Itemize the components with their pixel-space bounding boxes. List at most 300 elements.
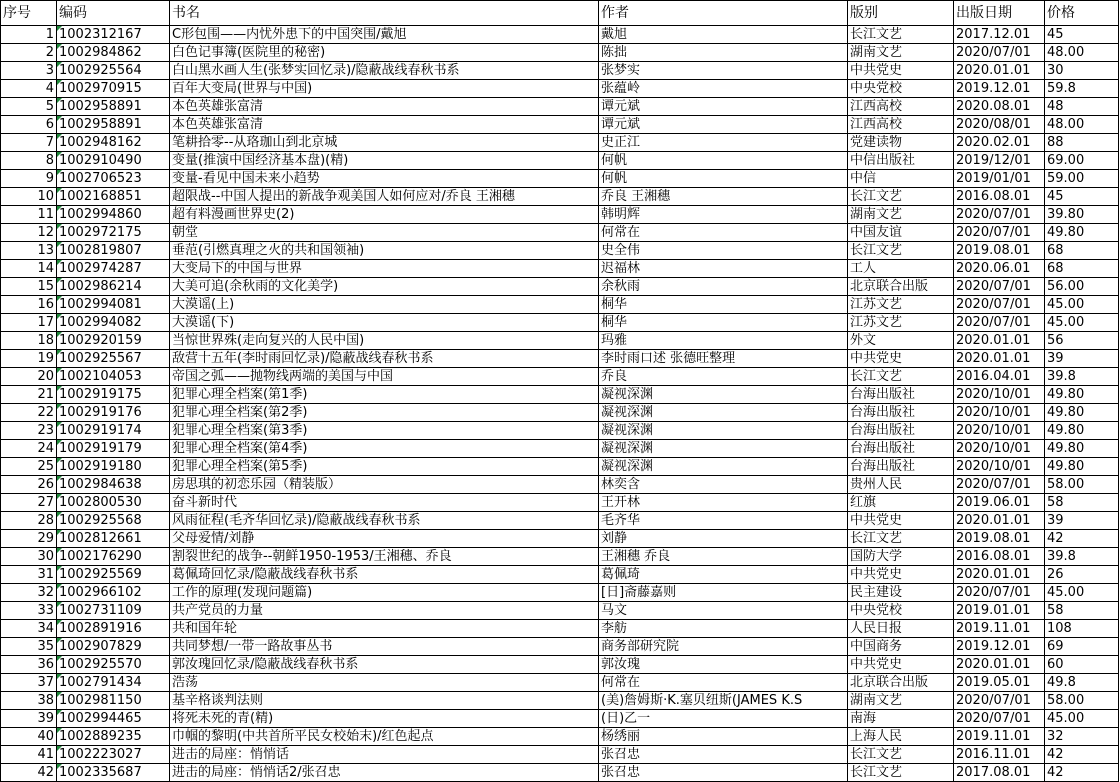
cell-index[interactable]: 20 (1, 368, 57, 386)
cell-code[interactable]: 1002925568 (57, 512, 170, 530)
cell-code[interactable]: 1002925570 (57, 656, 170, 674)
cell-title[interactable]: 超限战--中国人提出的新战争观美国人如何应对/乔良 王湘穗 (170, 188, 599, 206)
header-cell-publisher[interactable]: 版别 (848, 1, 954, 26)
cell-price[interactable]: 42 (1045, 764, 1119, 782)
cell-title[interactable]: 房思琪的初恋乐园（精装版） (170, 476, 599, 494)
cell-author[interactable]: 凝视深渊 (599, 422, 848, 440)
cell-index[interactable]: 29 (1, 530, 57, 548)
cell-code[interactable]: 1002925567 (57, 350, 170, 368)
cell-title[interactable]: 风雨征程(毛齐华回忆录)/隐蔽战线春秋书系 (170, 512, 599, 530)
cell-code[interactable]: 1002223027 (57, 746, 170, 764)
cell-author[interactable]: 戴旭 (599, 26, 848, 44)
cell-code[interactable]: 1002948162 (57, 134, 170, 152)
cell-index[interactable]: 38 (1, 692, 57, 710)
cell-price[interactable]: 60 (1045, 656, 1119, 674)
cell-index[interactable]: 36 (1, 656, 57, 674)
cell-author[interactable]: 何常在 (599, 674, 848, 692)
cell-code[interactable]: 1002966102 (57, 584, 170, 602)
cell-pub-date[interactable]: 2020.01.01 (954, 332, 1045, 350)
cell-code[interactable]: 1002907829 (57, 638, 170, 656)
cell-title[interactable]: 巾帼的黎明(中共首所平民女校始末)/红色起点 (170, 728, 599, 746)
cell-index[interactable]: 40 (1, 728, 57, 746)
cell-index[interactable]: 19 (1, 350, 57, 368)
cell-price[interactable]: 58 (1045, 602, 1119, 620)
cell-author[interactable]: (美)詹姆斯·K.塞贝纽斯(JAMES K.S (599, 692, 848, 710)
cell-index[interactable]: 10 (1, 188, 57, 206)
cell-code[interactable]: 1002919176 (57, 404, 170, 422)
cell-publisher[interactable]: 长江文艺 (848, 530, 954, 548)
header-cell-author[interactable]: 作者 (599, 1, 848, 26)
cell-publisher[interactable]: 贵州人民 (848, 476, 954, 494)
cell-price[interactable]: 26 (1045, 566, 1119, 584)
cell-pub-date[interactable]: 2019.11.01 (954, 728, 1045, 746)
cell-price[interactable]: 49.80 (1045, 440, 1119, 458)
header-cell-index[interactable]: 序号 (1, 1, 57, 26)
cell-pub-date[interactable]: 2020/07/01 (954, 584, 1045, 602)
cell-author[interactable]: 凝视深渊 (599, 458, 848, 476)
cell-code[interactable]: 1002791434 (57, 674, 170, 692)
cell-index[interactable]: 8 (1, 152, 57, 170)
cell-price[interactable]: 49.80 (1045, 404, 1119, 422)
cell-title[interactable]: 基辛格谈判法则 (170, 692, 599, 710)
cell-pub-date[interactable]: 2020.01.01 (954, 350, 1045, 368)
cell-publisher[interactable]: 长江文艺 (848, 764, 954, 782)
cell-title[interactable]: 大美可追(余秋雨的文化美学) (170, 278, 599, 296)
cell-author[interactable]: 毛齐华 (599, 512, 848, 530)
cell-author[interactable]: (日)乙一 (599, 710, 848, 728)
cell-author[interactable]: 杨绣丽 (599, 728, 848, 746)
cell-price[interactable]: 68 (1045, 260, 1119, 278)
cell-index[interactable]: 12 (1, 224, 57, 242)
cell-code[interactable]: 1002335687 (57, 764, 170, 782)
cell-price[interactable]: 69 (1045, 638, 1119, 656)
cell-price[interactable]: 58.00 (1045, 692, 1119, 710)
cell-title[interactable]: 犯罪心理全档案(第5季) (170, 458, 599, 476)
cell-pub-date[interactable]: 2020/10/01 (954, 386, 1045, 404)
cell-title[interactable]: 百年大变局(世界与中国) (170, 80, 599, 98)
cell-code[interactable]: 1002920159 (57, 332, 170, 350)
cell-pub-date[interactable]: 2020.06.01 (954, 260, 1045, 278)
cell-pub-date[interactable]: 2020.08.01 (954, 98, 1045, 116)
cell-code[interactable]: 1002104053 (57, 368, 170, 386)
cell-publisher[interactable]: 台海出版社 (848, 386, 954, 404)
cell-code[interactable]: 1002958891 (57, 98, 170, 116)
cell-price[interactable]: 58.00 (1045, 476, 1119, 494)
cell-title[interactable]: 共产党员的力量 (170, 602, 599, 620)
cell-code[interactable]: 1002819807 (57, 242, 170, 260)
cell-author[interactable]: 张召忠 (599, 764, 848, 782)
cell-author[interactable]: 凝视深渊 (599, 440, 848, 458)
cell-code[interactable]: 1002910490 (57, 152, 170, 170)
cell-code[interactable]: 1002919180 (57, 458, 170, 476)
cell-pub-date[interactable]: 2016.11.01 (954, 746, 1045, 764)
cell-code[interactable]: 1002889235 (57, 728, 170, 746)
cell-price[interactable]: 48.00 (1045, 116, 1119, 134)
cell-author[interactable]: 余秋雨 (599, 278, 848, 296)
cell-price[interactable]: 88 (1045, 134, 1119, 152)
cell-pub-date[interactable]: 2020/07/01 (954, 44, 1045, 62)
cell-code[interactable]: 1002984862 (57, 44, 170, 62)
cell-pub-date[interactable]: 2019.08.01 (954, 242, 1045, 260)
cell-index[interactable]: 23 (1, 422, 57, 440)
cell-pub-date[interactable]: 2020/10/01 (954, 422, 1045, 440)
cell-code[interactable]: 1002919174 (57, 422, 170, 440)
cell-publisher[interactable]: 江苏文艺 (848, 314, 954, 332)
cell-index[interactable]: 35 (1, 638, 57, 656)
cell-publisher[interactable]: 湖南文艺 (848, 206, 954, 224)
cell-code[interactable]: 1002981150 (57, 692, 170, 710)
cell-price[interactable]: 42 (1045, 530, 1119, 548)
cell-title[interactable]: 变量(推演中国经济基本盘)(精) (170, 152, 599, 170)
cell-price[interactable]: 69.00 (1045, 152, 1119, 170)
cell-publisher[interactable]: 台海出版社 (848, 458, 954, 476)
cell-price[interactable]: 48 (1045, 98, 1119, 116)
cell-publisher[interactable]: 红旗 (848, 494, 954, 512)
cell-price[interactable]: 45.00 (1045, 314, 1119, 332)
cell-author[interactable]: 王湘穗 乔良 (599, 548, 848, 566)
cell-title[interactable]: 变量-看见中国未来小趋势 (170, 170, 599, 188)
cell-code[interactable]: 1002168851 (57, 188, 170, 206)
cell-index[interactable]: 30 (1, 548, 57, 566)
cell-index[interactable]: 39 (1, 710, 57, 728)
cell-code[interactable]: 1002706523 (57, 170, 170, 188)
cell-pub-date[interactable]: 2020.01.01 (954, 656, 1045, 674)
cell-title[interactable]: 进击的局座：悄悄话2/张召忠 (170, 764, 599, 782)
cell-code[interactable]: 1002994081 (57, 296, 170, 314)
cell-author[interactable]: 何常在 (599, 224, 848, 242)
cell-author[interactable]: 张召忠 (599, 746, 848, 764)
cell-title[interactable]: C形包围——内忧外患下的中国突围/戴旭 (170, 26, 599, 44)
cell-title[interactable]: 犯罪心理全档案(第4季) (170, 440, 599, 458)
cell-title[interactable]: 工作的原理(发现问题篇) (170, 584, 599, 602)
cell-title[interactable]: 葛佩琦回忆录/隐蔽战线春秋书系 (170, 566, 599, 584)
cell-index[interactable]: 3 (1, 62, 57, 80)
cell-author[interactable]: 乔良 王湘穗 (599, 188, 848, 206)
cell-pub-date[interactable]: 2019/01/01 (954, 170, 1045, 188)
cell-publisher[interactable]: 民主建设 (848, 584, 954, 602)
cell-pub-date[interactable]: 2019.12.01 (954, 80, 1045, 98)
cell-author[interactable]: 韩明辉 (599, 206, 848, 224)
cell-publisher[interactable]: 外文 (848, 332, 954, 350)
cell-author[interactable]: 葛佩琦 (599, 566, 848, 584)
cell-author[interactable]: 迟福林 (599, 260, 848, 278)
cell-index[interactable]: 14 (1, 260, 57, 278)
cell-title[interactable]: 超有料漫画世界史(2) (170, 206, 599, 224)
cell-code[interactable]: 1002176290 (57, 548, 170, 566)
cell-index[interactable]: 37 (1, 674, 57, 692)
cell-index[interactable]: 5 (1, 98, 57, 116)
cell-code[interactable]: 1002919175 (57, 386, 170, 404)
cell-publisher[interactable]: 党建读物 (848, 134, 954, 152)
cell-code[interactable]: 1002986214 (57, 278, 170, 296)
cell-price[interactable]: 45.00 (1045, 296, 1119, 314)
cell-price[interactable]: 45 (1045, 188, 1119, 206)
cell-index[interactable]: 9 (1, 170, 57, 188)
cell-pub-date[interactable]: 2017.08.01 (954, 764, 1045, 782)
cell-price[interactable]: 42 (1045, 746, 1119, 764)
cell-author[interactable]: 马文 (599, 602, 848, 620)
cell-pub-date[interactable]: 2016.04.01 (954, 368, 1045, 386)
cell-author[interactable]: [日]斋藤嘉则 (599, 584, 848, 602)
cell-publisher[interactable]: 中共党史 (848, 62, 954, 80)
cell-title[interactable]: 浩荡 (170, 674, 599, 692)
cell-publisher[interactable]: 中国商务 (848, 638, 954, 656)
cell-index[interactable]: 15 (1, 278, 57, 296)
cell-price[interactable]: 56 (1045, 332, 1119, 350)
cell-author[interactable]: 王开林 (599, 494, 848, 512)
cell-pub-date[interactable]: 2019.11.01 (954, 620, 1045, 638)
cell-code[interactable]: 1002925569 (57, 566, 170, 584)
cell-index[interactable]: 31 (1, 566, 57, 584)
cell-author[interactable]: 林奕含 (599, 476, 848, 494)
cell-code[interactable]: 1002312167 (57, 26, 170, 44)
cell-price[interactable]: 45.00 (1045, 584, 1119, 602)
cell-author[interactable]: 桐华 (599, 296, 848, 314)
cell-publisher[interactable]: 台海出版社 (848, 404, 954, 422)
cell-pub-date[interactable]: 2020/07/01 (954, 224, 1045, 242)
cell-title[interactable]: 共和国年轮 (170, 620, 599, 638)
cell-price[interactable]: 45.00 (1045, 710, 1119, 728)
cell-price[interactable]: 48.00 (1045, 44, 1119, 62)
cell-author[interactable]: 谭元斌 (599, 116, 848, 134)
cell-price[interactable]: 49.8 (1045, 674, 1119, 692)
cell-publisher[interactable]: 长江文艺 (848, 242, 954, 260)
cell-title[interactable]: 笔耕拾零--从珞珈山到北京城 (170, 134, 599, 152)
cell-price[interactable]: 39.8 (1045, 548, 1119, 566)
cell-publisher[interactable]: 长江文艺 (848, 746, 954, 764)
cell-publisher[interactable]: 国防大学 (848, 548, 954, 566)
cell-title[interactable]: 犯罪心理全档案(第1季) (170, 386, 599, 404)
cell-pub-date[interactable]: 2020/10/01 (954, 404, 1045, 422)
header-cell-title[interactable]: 书名 (170, 1, 599, 26)
cell-code[interactable]: 1002891916 (57, 620, 170, 638)
cell-index[interactable]: 34 (1, 620, 57, 638)
cell-author[interactable]: 刘静 (599, 530, 848, 548)
cell-publisher[interactable]: 江西高校 (848, 98, 954, 116)
cell-publisher[interactable]: 中共党史 (848, 350, 954, 368)
cell-title[interactable]: 郭汝瑰回忆录/隐蔽战线春秋书系 (170, 656, 599, 674)
cell-index[interactable]: 13 (1, 242, 57, 260)
cell-publisher[interactable]: 工人 (848, 260, 954, 278)
cell-title[interactable]: 敌营十五年(李时雨回忆录)/隐蔽战线春秋书系 (170, 350, 599, 368)
cell-pub-date[interactable]: 2016.08.01 (954, 188, 1045, 206)
cell-index[interactable]: 22 (1, 404, 57, 422)
cell-price[interactable]: 45 (1045, 26, 1119, 44)
cell-index[interactable]: 26 (1, 476, 57, 494)
cell-publisher[interactable]: 长江文艺 (848, 188, 954, 206)
cell-pub-date[interactable]: 2019.05.01 (954, 674, 1045, 692)
cell-title[interactable]: 垂范(引燃真理之火的共和国领袖) (170, 242, 599, 260)
cell-code[interactable]: 1002925564 (57, 62, 170, 80)
cell-publisher[interactable]: 中央党校 (848, 602, 954, 620)
cell-code[interactable]: 1002958891 (57, 116, 170, 134)
cell-index[interactable]: 21 (1, 386, 57, 404)
cell-code[interactable]: 1002812661 (57, 530, 170, 548)
cell-author[interactable]: 何帆 (599, 170, 848, 188)
cell-pub-date[interactable]: 2020.01.01 (954, 62, 1045, 80)
cell-price[interactable]: 39 (1045, 512, 1119, 530)
cell-publisher[interactable]: 湖南文艺 (848, 692, 954, 710)
cell-author[interactable]: 陈拙 (599, 44, 848, 62)
cell-title[interactable]: 将死未死的青(精) (170, 710, 599, 728)
cell-code[interactable]: 1002994465 (57, 710, 170, 728)
cell-pub-date[interactable]: 2017.12.01 (954, 26, 1045, 44)
header-cell-price[interactable]: 价格 (1045, 1, 1119, 26)
cell-title[interactable]: 犯罪心理全档案(第3季) (170, 422, 599, 440)
cell-index[interactable]: 6 (1, 116, 57, 134)
cell-index[interactable]: 2 (1, 44, 57, 62)
cell-author[interactable]: 李舫 (599, 620, 848, 638)
cell-index[interactable]: 1 (1, 26, 57, 44)
cell-author[interactable]: 史正江 (599, 134, 848, 152)
cell-publisher[interactable]: 江苏文艺 (848, 296, 954, 314)
cell-author[interactable]: 谭元斌 (599, 98, 848, 116)
cell-price[interactable]: 56.00 (1045, 278, 1119, 296)
cell-publisher[interactable]: 长江文艺 (848, 26, 954, 44)
cell-index[interactable]: 17 (1, 314, 57, 332)
cell-author[interactable]: 玛雅 (599, 332, 848, 350)
cell-code[interactable]: 1002974287 (57, 260, 170, 278)
cell-code[interactable]: 1002731109 (57, 602, 170, 620)
cell-publisher[interactable]: 中央党校 (848, 80, 954, 98)
cell-author[interactable]: 商务部研究院 (599, 638, 848, 656)
cell-price[interactable]: 58 (1045, 494, 1119, 512)
cell-publisher[interactable]: 北京联合出版 (848, 674, 954, 692)
cell-price[interactable]: 49.80 (1045, 224, 1119, 242)
cell-index[interactable]: 16 (1, 296, 57, 314)
cell-code[interactable]: 1002994860 (57, 206, 170, 224)
cell-publisher[interactable]: 江西高校 (848, 116, 954, 134)
cell-author[interactable]: 桐华 (599, 314, 848, 332)
cell-author[interactable]: 凝视深渊 (599, 386, 848, 404)
cell-index[interactable]: 4 (1, 80, 57, 98)
cell-pub-date[interactable]: 2020/08/01 (954, 116, 1045, 134)
cell-author[interactable]: 乔良 (599, 368, 848, 386)
cell-title[interactable]: 白色记事簿(医院里的秘密) (170, 44, 599, 62)
cell-index[interactable]: 11 (1, 206, 57, 224)
cell-price[interactable]: 108 (1045, 620, 1119, 638)
cell-title[interactable]: 大漠谣(上) (170, 296, 599, 314)
header-cell-pub-date[interactable]: 出版日期 (954, 1, 1045, 26)
cell-title[interactable]: 本色英雄张富清 (170, 98, 599, 116)
cell-code[interactable]: 1002919179 (57, 440, 170, 458)
cell-publisher[interactable]: 南海 (848, 710, 954, 728)
cell-pub-date[interactable]: 2020/07/01 (954, 710, 1045, 728)
cell-index[interactable]: 18 (1, 332, 57, 350)
cell-title[interactable]: 犯罪心理全档案(第2季) (170, 404, 599, 422)
cell-title[interactable]: 白山黑水画人生(张梦实回忆录)/隐蔽战线春秋书系 (170, 62, 599, 80)
cell-price[interactable]: 49.80 (1045, 458, 1119, 476)
cell-index[interactable]: 7 (1, 134, 57, 152)
cell-pub-date[interactable]: 2020/10/01 (954, 458, 1045, 476)
cell-pub-date[interactable]: 2020/07/01 (954, 296, 1045, 314)
cell-price[interactable]: 59.8 (1045, 80, 1119, 98)
cell-pub-date[interactable]: 2020/10/01 (954, 440, 1045, 458)
cell-publisher[interactable]: 中国友谊 (848, 224, 954, 242)
cell-price[interactable]: 32 (1045, 728, 1119, 746)
cell-author[interactable]: 凝视深渊 (599, 404, 848, 422)
cell-title[interactable]: 朝堂 (170, 224, 599, 242)
cell-publisher[interactable]: 长江文艺 (848, 368, 954, 386)
cell-code[interactable]: 1002994082 (57, 314, 170, 332)
cell-index[interactable]: 27 (1, 494, 57, 512)
cell-pub-date[interactable]: 2020.01.01 (954, 512, 1045, 530)
cell-publisher[interactable]: 北京联合出版 (848, 278, 954, 296)
cell-title[interactable]: 奋斗新时代 (170, 494, 599, 512)
cell-code[interactable]: 1002970915 (57, 80, 170, 98)
cell-pub-date[interactable]: 2019.08.01 (954, 530, 1045, 548)
cell-index[interactable]: 41 (1, 746, 57, 764)
cell-pub-date[interactable]: 2019.12.01 (954, 638, 1045, 656)
cell-publisher[interactable]: 台海出版社 (848, 440, 954, 458)
cell-price[interactable]: 39.80 (1045, 206, 1119, 224)
cell-price[interactable]: 49.80 (1045, 386, 1119, 404)
cell-title[interactable]: 本色英雄张富清 (170, 116, 599, 134)
cell-pub-date[interactable]: 2020/07/01 (954, 314, 1045, 332)
cell-pub-date[interactable]: 2020/07/01 (954, 476, 1045, 494)
cell-publisher[interactable]: 中信出版社 (848, 152, 954, 170)
cell-author[interactable]: 张蕴岭 (599, 80, 848, 98)
cell-pub-date[interactable]: 2019.01.01 (954, 602, 1045, 620)
cell-pub-date[interactable]: 2019.06.01 (954, 494, 1045, 512)
cell-index[interactable]: 25 (1, 458, 57, 476)
cell-index[interactable]: 28 (1, 512, 57, 530)
cell-publisher[interactable]: 湖南文艺 (848, 44, 954, 62)
cell-index[interactable]: 32 (1, 584, 57, 602)
cell-pub-date[interactable]: 2019/12/01 (954, 152, 1045, 170)
cell-pub-date[interactable]: 2020.01.01 (954, 566, 1045, 584)
cell-publisher[interactable]: 中信 (848, 170, 954, 188)
cell-pub-date[interactable]: 2020.02.01 (954, 134, 1045, 152)
cell-price[interactable]: 49.80 (1045, 422, 1119, 440)
cell-publisher[interactable]: 中共党史 (848, 512, 954, 530)
cell-publisher[interactable]: 中共党史 (848, 656, 954, 674)
cell-index[interactable]: 24 (1, 440, 57, 458)
cell-title[interactable]: 当惊世界殊(走向复兴的人民中国) (170, 332, 599, 350)
cell-title[interactable]: 共同梦想/一带一路故事丛书 (170, 638, 599, 656)
cell-title[interactable]: 帝国之弧——抛物线两端的美国与中国 (170, 368, 599, 386)
cell-author[interactable]: 张梦实 (599, 62, 848, 80)
cell-pub-date[interactable]: 2020/07/01 (954, 692, 1045, 710)
cell-author[interactable]: 何帆 (599, 152, 848, 170)
cell-price[interactable]: 68 (1045, 242, 1119, 260)
cell-price[interactable]: 39 (1045, 350, 1119, 368)
cell-title[interactable]: 大漠谣(下) (170, 314, 599, 332)
cell-title[interactable]: 大变局下的中国与世界 (170, 260, 599, 278)
cell-price[interactable]: 30 (1045, 62, 1119, 80)
cell-code[interactable]: 1002972175 (57, 224, 170, 242)
cell-pub-date[interactable]: 2016.08.01 (954, 548, 1045, 566)
cell-publisher[interactable]: 中共党史 (848, 566, 954, 584)
cell-author[interactable]: 郭汝瑰 (599, 656, 848, 674)
cell-title[interactable]: 进击的局座：悄悄话 (170, 746, 599, 764)
cell-publisher[interactable]: 台海出版社 (848, 422, 954, 440)
cell-pub-date[interactable]: 2020/07/01 (954, 206, 1045, 224)
cell-publisher[interactable]: 上海人民 (848, 728, 954, 746)
cell-index[interactable]: 33 (1, 602, 57, 620)
cell-pub-date[interactable]: 2020/07/01 (954, 278, 1045, 296)
cell-price[interactable]: 59.00 (1045, 170, 1119, 188)
cell-title[interactable]: 割裂世纪的战争--朝鲜1950-1953/王湘穗、乔良 (170, 548, 599, 566)
cell-title[interactable]: 父母爱情/刘静 (170, 530, 599, 548)
cell-author[interactable]: 史全伟 (599, 242, 848, 260)
cell-code[interactable]: 1002800530 (57, 494, 170, 512)
cell-index[interactable]: 42 (1, 764, 57, 782)
cell-code[interactable]: 1002984638 (57, 476, 170, 494)
cell-publisher[interactable]: 人民日报 (848, 620, 954, 638)
header-cell-code[interactable]: 编码 (57, 1, 170, 26)
cell-author[interactable]: 李时雨口述 张德旺整理 (599, 350, 848, 368)
